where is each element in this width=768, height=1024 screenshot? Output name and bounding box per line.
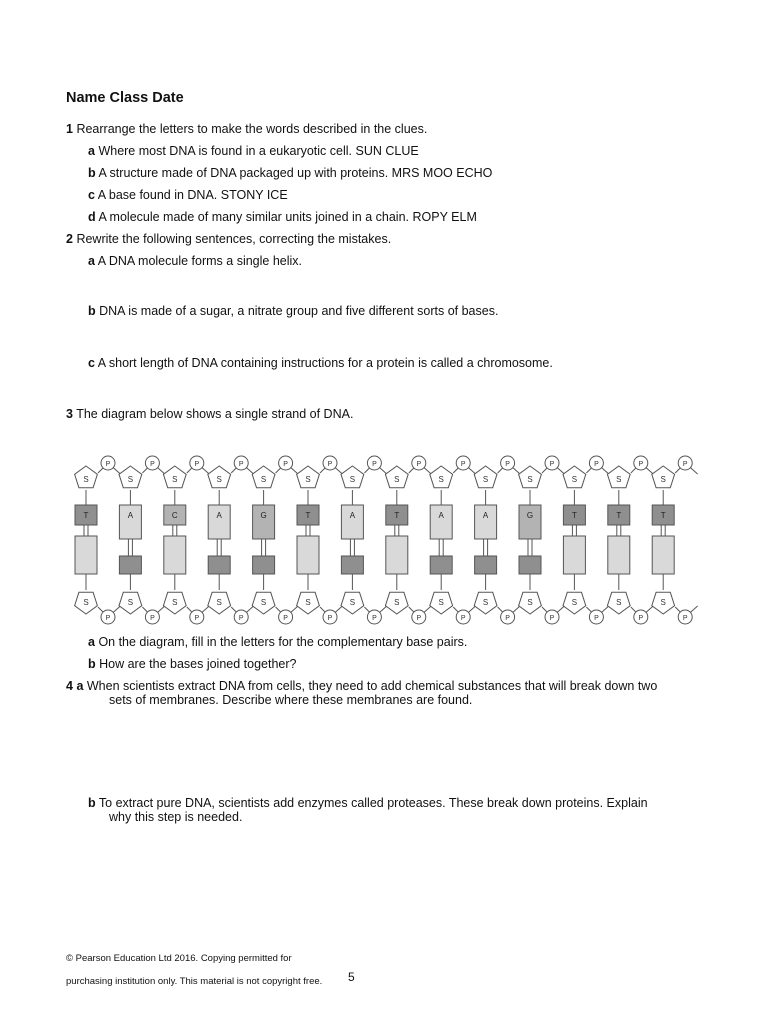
phosphate-label: P (505, 615, 510, 622)
q1-item-a (88, 144, 419, 158)
base-complement (519, 556, 541, 574)
q4-item-b (88, 796, 648, 810)
sugar-label: S (260, 598, 267, 607)
base-complement (430, 556, 452, 574)
base-complement (563, 536, 585, 574)
phosphate-label: P (682, 461, 688, 468)
item-label: b (88, 304, 96, 318)
phosphate-label: P (416, 461, 422, 468)
sugar-label: S (260, 475, 267, 484)
base-complement (208, 556, 230, 574)
sugar-label: S (305, 598, 311, 607)
base-complement (75, 536, 97, 574)
q1-item-c (88, 188, 288, 202)
phosphate-label: P (105, 461, 111, 468)
q4-item-a (66, 679, 657, 693)
phosphate-label: P (150, 461, 155, 468)
question-number: 1 (66, 122, 73, 136)
sugar-label: S (616, 598, 622, 607)
base-letter: T (616, 511, 622, 520)
sugar-label: S (216, 475, 222, 484)
item-text: DNA is made of a sugar, a nitrate group and five different sorts of bases. (99, 304, 499, 318)
phosphate-label: P (416, 615, 422, 622)
base-letter: A (482, 511, 489, 520)
q3-item-b (88, 657, 296, 671)
phosphate-label: P (460, 461, 466, 468)
base-complement (297, 536, 319, 574)
sugar-label: S (660, 475, 666, 484)
phosphate-label: P (238, 615, 244, 622)
sugar-label: S (527, 598, 533, 607)
phosphate-label: P (283, 615, 288, 622)
question-2 (66, 232, 391, 246)
item-text: A structure made of DNA packaged up with proteins. MRS MOO ECHO (98, 166, 493, 180)
question-number: 2 (66, 232, 73, 246)
page-number: 5 (348, 970, 355, 984)
question-text: Rearrange the letters to make the words described in the clues. (76, 122, 428, 136)
q2-item-b (88, 304, 498, 318)
phosphate-label: P (505, 461, 510, 468)
base-complement (386, 536, 408, 574)
q1-item-b (88, 166, 492, 180)
sugar-label: S (482, 475, 489, 484)
item-label: a (88, 635, 95, 649)
item-text: When scientists extract DNA from cells, they need to add chemical substances that will break down two (86, 679, 658, 693)
item-label: a (76, 679, 84, 693)
sugar-label: S (571, 475, 578, 484)
base-complement (164, 536, 186, 574)
sugar-label: S (83, 475, 89, 484)
sugar-label: S (482, 598, 489, 607)
item-text: Where most DNA is found in a eukaryotic cell. SUN CLUE (98, 144, 419, 158)
item-text: On the diagram, fill in the letters for the complementary base pairs. (98, 635, 468, 649)
q4-item-b-continued: why this step is needed. (109, 810, 243, 824)
phosphate-label: P (594, 615, 599, 622)
sugar-label: S (172, 598, 178, 607)
base-letter: A (349, 511, 356, 520)
question-number: 3 (66, 407, 73, 421)
base-complement (253, 556, 275, 574)
base-complement (652, 536, 674, 574)
item-label: b (88, 796, 96, 810)
item-label: b (88, 166, 96, 180)
question-text: The diagram below shows a single strand of DNA. (76, 407, 354, 421)
item-text: A short length of DNA containing instructions for a protein is called a chromosome. (97, 356, 553, 370)
question-3 (66, 407, 353, 421)
phosphate-label: P (372, 615, 377, 622)
item-text: How are the bases joined together? (99, 657, 297, 671)
sugar-label: S (438, 598, 444, 607)
sugar-label: S (660, 598, 666, 607)
base-letter: A (216, 511, 222, 520)
phosphate-label: P (638, 461, 644, 468)
phosphate-label: P (460, 615, 466, 622)
phosphate-label: P (327, 461, 333, 468)
item-label: d (88, 210, 96, 224)
item-label: a (88, 144, 95, 158)
sugar-label: S (438, 475, 444, 484)
base-complement (475, 556, 497, 574)
phosphate-label: P (194, 461, 200, 468)
base-letter: T (660, 511, 666, 520)
item-label: b (88, 657, 96, 671)
phosphate-label: P (283, 461, 288, 468)
q2-item-a (88, 254, 302, 268)
phosphate-label: P (194, 615, 200, 622)
base-letter: A (438, 511, 444, 520)
item-text: A DNA molecule forms a single helix. (97, 254, 303, 268)
base-complement (119, 556, 141, 574)
base-letter: T (305, 511, 311, 520)
base-letter: A (127, 511, 134, 520)
phosphate-label: P (549, 615, 555, 622)
dna-strand-diagram[interactable] (64, 450, 698, 632)
copyright-line-1: © Pearson Education Ltd 2016. Copying permitted for (66, 953, 292, 964)
q2-item-c (88, 356, 553, 370)
phosphate-label: P (238, 461, 244, 468)
phosphate-label: P (372, 461, 377, 468)
q4-item-a-continued: sets of membranes. Describe where these membranes are found. (109, 693, 473, 707)
question-number: 4 (66, 679, 73, 693)
sugar-label: S (172, 475, 178, 484)
phosphate-label: P (682, 615, 688, 622)
sugar-label: S (216, 598, 222, 607)
sugar-label: S (394, 475, 400, 484)
sugar-label: S (394, 598, 400, 607)
base-letter: T (83, 511, 89, 520)
item-label: c (88, 188, 95, 202)
q1-item-d (88, 210, 477, 224)
sugar-label: S (305, 475, 311, 484)
item-text: A molecule made of many similar units joined in a chain. ROPY ELM (98, 210, 477, 224)
question-text: Rewrite the following sentences, correcting the mistakes. (76, 232, 392, 246)
sugar-label: S (571, 598, 578, 607)
base-complement (341, 556, 363, 574)
item-label: a (88, 254, 95, 268)
base-letter: C (171, 511, 178, 520)
phosphate-label: P (327, 615, 333, 622)
sugar-label: S (527, 475, 533, 484)
sugar-label: S (349, 598, 356, 607)
item-label: c (88, 356, 95, 370)
page-title: Name Class Date (66, 90, 184, 106)
sugar-label: S (349, 475, 356, 484)
copyright-line-2: purchasing institution only. This material is not copyright free. (66, 976, 323, 987)
item-text: To extract pure DNA, scientists add enzymes called proteases. These break down proteins. Explain (98, 796, 648, 810)
phosphate-label: P (638, 615, 644, 622)
sugar-label: S (127, 598, 134, 607)
base-letter: G (260, 511, 267, 520)
item-text: A base found in DNA. STONY ICE (97, 188, 288, 202)
base-complement (608, 536, 630, 574)
sugar-label: S (127, 475, 134, 484)
sugar-label: S (83, 598, 89, 607)
phosphate-label: P (549, 461, 555, 468)
sugar-label: S (616, 475, 622, 484)
base-letter: G (526, 511, 534, 520)
base-letter: T (394, 511, 400, 520)
q3-item-a (88, 635, 467, 649)
phosphate-label: P (150, 615, 155, 622)
base-letter: T (571, 511, 577, 520)
question-1 (66, 122, 427, 136)
phosphate-label: P (594, 461, 599, 468)
phosphate-label: P (105, 615, 111, 622)
